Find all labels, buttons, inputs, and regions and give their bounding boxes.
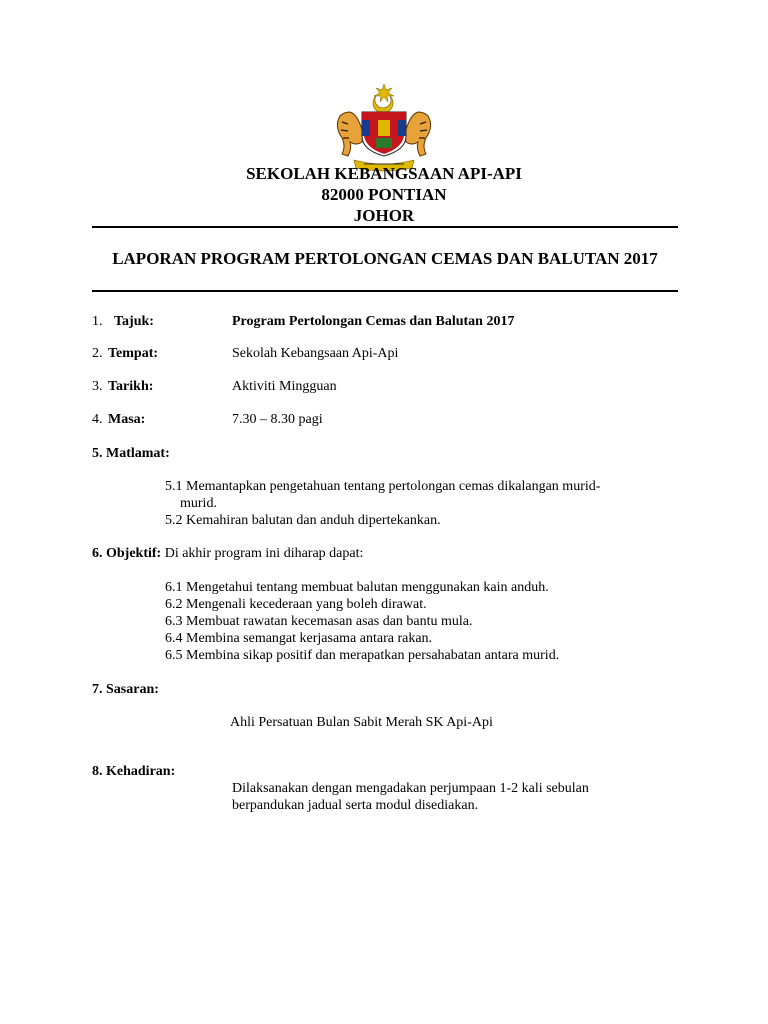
school-state: JOHOR — [353, 206, 415, 225]
field-label: Tajuk: — [114, 314, 154, 329]
kehadiran-line: berpandukan jadual serta modul disediakan. — [232, 798, 479, 813]
field-label: Masa: — [108, 412, 146, 427]
field-number: 2. — [92, 346, 103, 361]
objektif-item: 6.5 Membina sikap positif dan merapatkan persahabatan antara murid. — [165, 648, 560, 663]
matlamat-item: 5.2 Kemahiran balutan dan anduh dipertekankan. — [165, 513, 441, 528]
report-title: LAPORAN PROGRAM PERTOLONGAN CEMAS DAN BALUTAN 2017 — [112, 249, 658, 268]
objektif-heading: 6. Objektif: — [92, 546, 162, 561]
malaysia-coat-of-arms-icon — [328, 82, 440, 172]
field-value: Sekolah Kebangsaan Api-Api — [232, 346, 399, 361]
objektif-item: 6.2 Mengenali kecederaan yang boleh dirawat. — [165, 597, 427, 612]
kehadiran-heading: 8. Kehadiran: — [92, 764, 176, 779]
objektif-item: 6.4 Membina semangat kerjasama antara rakan. — [165, 631, 433, 646]
field-value: Aktiviti Mingguan — [232, 379, 337, 394]
objektif-item: 6.1 Mengetahui tentang membuat balutan menggunakan kain anduh. — [165, 580, 549, 595]
header-divider-bottom — [92, 290, 678, 292]
kehadiran-line: Dilaksanakan dengan mengadakan perjumpaan 1-2 kali sebulan — [232, 781, 589, 796]
school-name: SEKOLAH KEBANGSAAN API-API — [246, 164, 522, 183]
sasaran-text: Ahli Persatuan Bulan Sabit Merah SK Api-Api — [230, 715, 493, 730]
objektif-line — [92, 545, 363, 562]
matlamat-item: 5.1 Memantapkan pengetahuan tentang pertolongan cemas dikalangan murid- — [165, 479, 601, 494]
field-label: Tarikh: — [108, 379, 154, 394]
sasaran-heading: 7. Sasaran: — [92, 682, 159, 697]
field-value: Program Pertolongan Cemas dan Balutan 2017 — [232, 314, 515, 329]
header-divider-top — [92, 226, 678, 228]
matlamat-item-continuation: murid. — [180, 496, 217, 511]
matlamat-heading: 5. Matlamat: — [92, 446, 170, 461]
field-number: 4. — [92, 412, 103, 427]
objektif-item: 6.3 Membuat rawatan kecemasan asas dan bantu mula. — [165, 614, 473, 629]
objektif-intro: Di akhir program ini diharap dapat: — [164, 546, 364, 561]
field-value: 7.30 – 8.30 pagi — [232, 412, 323, 427]
field-label: Tempat: — [108, 346, 159, 361]
field-number: 3. — [92, 379, 103, 394]
school-postcode-city: 82000 PONTIAN — [321, 185, 447, 204]
field-number: 1. — [92, 314, 103, 329]
